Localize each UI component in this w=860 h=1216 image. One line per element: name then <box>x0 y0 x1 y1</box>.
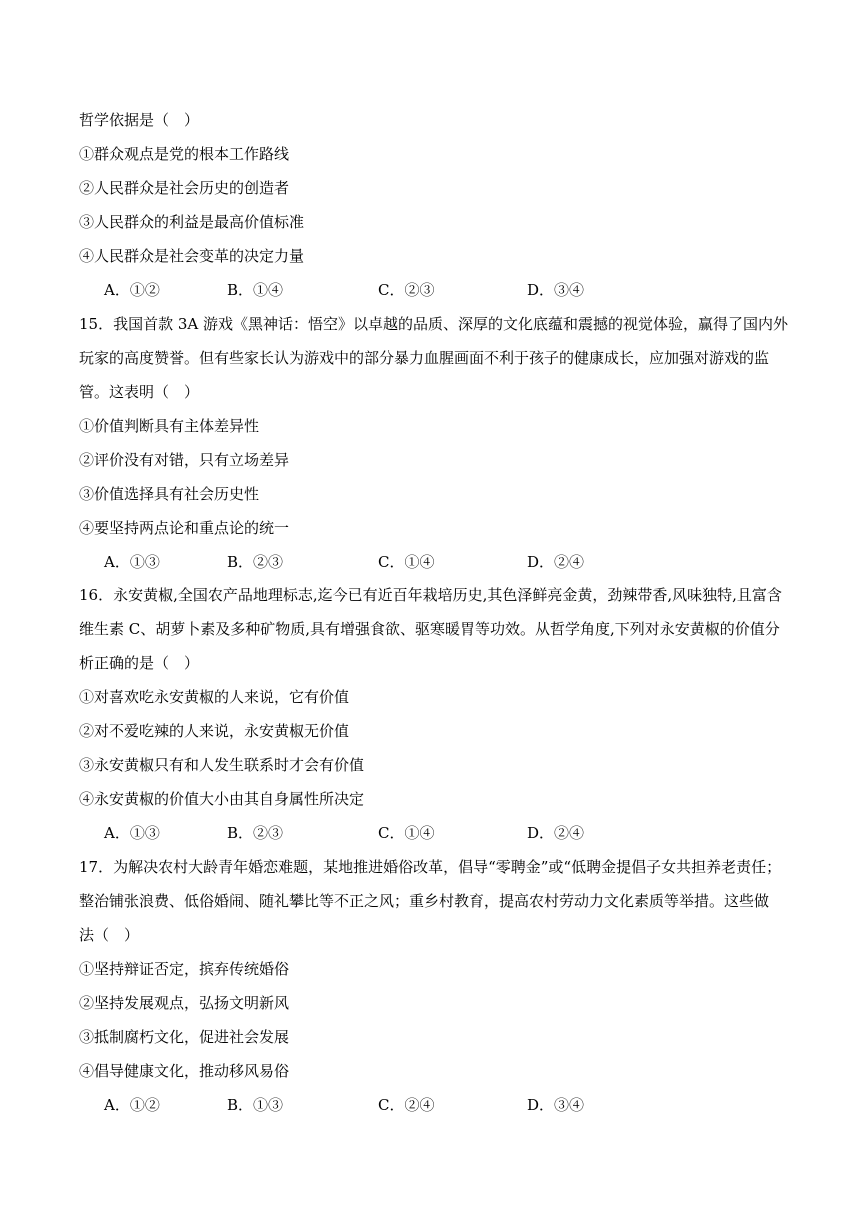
q15-stem-line-3: 管。这表明（ ） <box>79 383 200 401</box>
q16-option-b[interactable]: B．②③ <box>227 824 284 842</box>
q17-option-a[interactable]: A．①② <box>104 1096 160 1114</box>
q14-item-4: ④人民群众是社会变革的决定力量 <box>79 247 305 265</box>
q16-item-3: ③永安黄椒只有和人发生联系时才会有价值 <box>79 756 365 774</box>
q15-item-3: ③价值选择具有社会历史性 <box>79 485 260 503</box>
q14-option-d[interactable]: D．③④ <box>527 281 585 299</box>
q16-stem-line-1: 16．永安黄椒,全国农产品地理标志,迄今已有近百年栽培历史,其色泽鲜亮金黄，劲辣带香,风味独特,且富含 <box>79 586 782 604</box>
q17-item-2: ②坚持发展观点，弘扬文明新风 <box>79 994 290 1012</box>
q16-option-c[interactable]: C．①④ <box>378 824 435 842</box>
q17-option-b[interactable]: B．①③ <box>227 1096 284 1114</box>
q15-option-d[interactable]: D．②④ <box>527 553 585 571</box>
q16-item-2: ②对不爱吃辣的人来说，永安黄椒无价值 <box>79 722 350 740</box>
q14-item-3: ③人民群众的利益是最高价值标准 <box>79 213 305 231</box>
q14-item-2: ②人民群众是社会历史的创造者 <box>79 179 290 197</box>
q14-option-c[interactable]: C．②③ <box>378 281 435 299</box>
q17-options <box>104 1095 724 1115</box>
q17-item-1: ①坚持辩证否定，摈弃传统婚俗 <box>79 960 290 978</box>
q15-item-1: ①价值判断具有主体差异性 <box>79 417 260 435</box>
q15-item-4: ④要坚持两点论和重点论的统一 <box>79 519 290 537</box>
q16-option-a[interactable]: A．①③ <box>104 824 160 842</box>
q15-stem-line-2: 玩家的高度赞誉。但有些家长认为游戏中的部分暴力血腥画面不利于孩子的健康成长，应加强对游戏的监 <box>79 349 770 367</box>
q17-stem-line-1: 17．为解决农村大龄青年婚恋难题，某地推进婚俗改革，倡导“零聘金”或“低聘金提倡子女共担养老责任； <box>79 858 782 876</box>
q14-option-a[interactable]: A．①② <box>104 281 160 299</box>
q14-options <box>104 280 724 300</box>
q16-stem-line-2: 维生素 C、胡萝卜素及多种矿物质,具有增强食欲、驱寒暖胃等功效。从哲学角度,下列对永安黄椒的价值分 <box>79 620 780 638</box>
q16-option-d[interactable]: D．②④ <box>527 824 585 842</box>
q17-item-4: ④倡导健康文化，推动移风易俗 <box>79 1062 290 1080</box>
q16-item-1: ①对喜欢吃永安黄椒的人来说，它有价值 <box>79 688 350 706</box>
q17-stem-line-2: 整治铺张浪费、低俗婚闹、随礼攀比等不正之风；重乡村教育，提高农村劳动力文化素质等举措。这些做 <box>79 892 770 910</box>
q14-option-b[interactable]: B．①④ <box>227 281 284 299</box>
q14-item-1: ①群众观点是党的根本工作路线 <box>79 145 290 163</box>
q17-stem-line-3: 法（ ） <box>79 926 140 944</box>
q17-option-c[interactable]: C．②④ <box>378 1096 435 1114</box>
q15-option-b[interactable]: B．②③ <box>227 553 284 571</box>
q16-stem-line-3: 析正确的是（ ） <box>79 654 200 672</box>
q17-option-d[interactable]: D．③④ <box>527 1096 585 1114</box>
q15-option-a[interactable]: A．①③ <box>104 553 160 571</box>
q16-item-4: ④永安黄椒的价值大小由其自身属性所决定 <box>79 790 365 808</box>
q16-options <box>104 823 724 843</box>
q15-option-c[interactable]: C．①④ <box>378 553 435 571</box>
q15-item-2: ②评价没有对错，只有立场差异 <box>79 451 290 469</box>
q15-stem-line-1: 15．我国首款 3A 游戏《黑神话：悟空》以卓越的品质、深厚的文化底蕴和震撼的视觉体验，赢得了国内外 <box>79 315 789 333</box>
q17-item-3: ③抵制腐朽文化，促进社会发展 <box>79 1028 290 1046</box>
q15-options <box>104 552 724 572</box>
q14-stem-line: 哲学依据是（ ） <box>79 111 200 129</box>
